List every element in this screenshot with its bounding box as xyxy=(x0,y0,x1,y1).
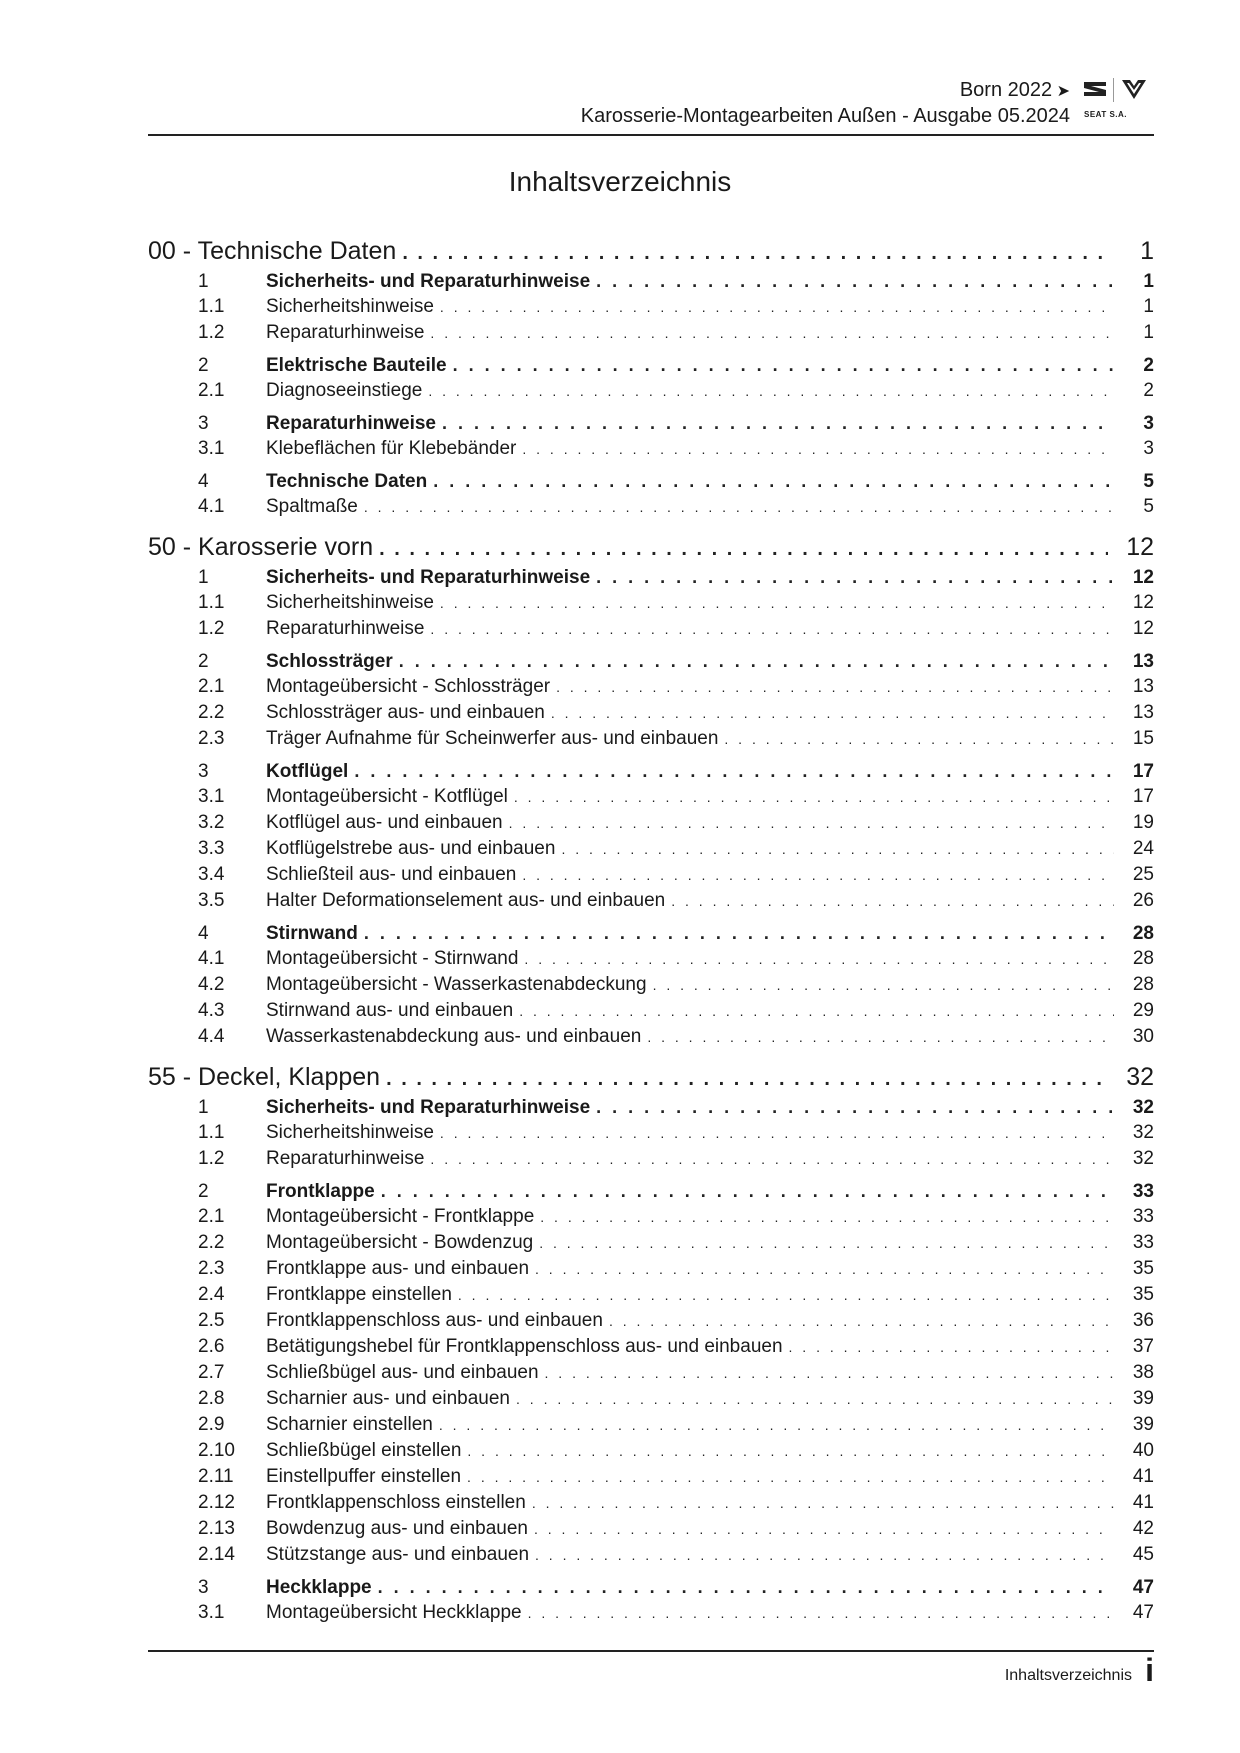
toc-entry-title: Reparaturhinweise xyxy=(266,618,425,639)
toc-entry-number: 3.5 xyxy=(198,890,225,911)
toc-leader-dots xyxy=(453,352,1114,378)
toc-entry-sub[interactable] xyxy=(148,1024,1154,1050)
toc-leader-dots xyxy=(522,436,1114,462)
toc-entry-title: Elektrische Bauteile xyxy=(266,355,447,376)
toc-leader-dots xyxy=(724,726,1114,752)
toc-entry-sub[interactable] xyxy=(148,1438,1154,1464)
toc-entry-sub[interactable] xyxy=(148,1204,1154,1230)
toc-entry-number: 1 xyxy=(198,271,209,292)
toc-entry-number: 2.9 xyxy=(198,1414,225,1435)
toc-entry-title: Kotflügel aus- und einbauen xyxy=(266,812,503,833)
toc-entry-title: Schlossträger aus- und einbauen xyxy=(266,702,545,723)
toc-entry-number: 4.4 xyxy=(198,1026,225,1047)
toc-leader-dots xyxy=(514,784,1114,810)
toc-leader-dots xyxy=(522,862,1114,888)
logo-divider xyxy=(1113,78,1114,102)
toc-leader-dots xyxy=(439,1412,1114,1438)
toc-entry-sub[interactable] xyxy=(148,998,1154,1024)
toc-entry-title: Spaltmaße xyxy=(266,496,358,517)
toc-leader-dots xyxy=(433,468,1114,494)
toc-entry-title: Sicherheits- und Reparaturhinweise xyxy=(266,567,591,588)
toc-entry-page: 5 xyxy=(1143,471,1154,492)
toc-entry-title: Reparaturhinweise xyxy=(266,413,436,434)
toc-entry-sub[interactable] xyxy=(148,674,1154,700)
toc-entry-page: 2 xyxy=(1143,380,1154,401)
footer-rule xyxy=(148,1650,1154,1652)
header-text xyxy=(581,78,1070,129)
toc-entry-page: 1 xyxy=(1143,271,1154,292)
toc-entry-number: 3.4 xyxy=(198,864,225,885)
toc-entry-number: 2.13 xyxy=(198,1518,235,1539)
toc-leader-dots xyxy=(442,410,1114,436)
toc-entry-sub[interactable] xyxy=(148,1412,1154,1438)
toc-entry-page: 47 xyxy=(1132,1577,1154,1598)
brand-logos xyxy=(1082,78,1154,128)
toc-leader-dots xyxy=(509,810,1114,836)
toc-entry-title: Frontklappe aus- und einbauen xyxy=(266,1258,530,1279)
toc-entry-section[interactable] xyxy=(148,1094,1154,1120)
toc-entry-section[interactable] xyxy=(148,268,1154,294)
toc-entry-page: 5 xyxy=(1143,496,1154,517)
toc-entry-title: Diagnoseeinstiege xyxy=(266,380,423,401)
toc-entry-title: Montageübersicht - Stirnwand xyxy=(266,948,519,969)
toc-entry-page: 33 xyxy=(1132,1181,1154,1202)
toc-entry-title: Träger Aufnahme für Scheinwerfer aus- und einbauen xyxy=(266,728,719,749)
toc-entry-number: 3.1 xyxy=(198,1602,225,1623)
toc-leader-dots xyxy=(402,236,1108,268)
toc-leader-dots xyxy=(516,1386,1114,1412)
toc-entry-title: Frontklappenschloss einstellen xyxy=(266,1492,526,1513)
toc-entry-title: Montageübersicht - Kotflügel xyxy=(266,786,508,807)
toc-entry-sub[interactable] xyxy=(148,862,1154,888)
toc-entry-sub[interactable] xyxy=(148,320,1154,346)
toc-leader-dots xyxy=(354,758,1114,784)
toc-entry-number: 2.12 xyxy=(198,1492,235,1513)
toc-entry-title: Sicherheitshinweise xyxy=(266,1122,434,1143)
toc-entry-title: Scharnier aus- und einbauen xyxy=(266,1388,511,1409)
toc-entry-number: 4.1 xyxy=(198,948,225,969)
toc-entry-title: Technische Daten xyxy=(266,471,428,492)
toc-entry-page: 28 xyxy=(1132,948,1154,969)
toc-leader-dots xyxy=(524,946,1114,972)
toc-entry-page: 37 xyxy=(1132,1336,1154,1357)
toc-leader-dots xyxy=(440,1120,1114,1146)
footer-label: Inhaltsverzeichnis xyxy=(1004,1667,1132,1684)
toc-entry-number: 2.1 xyxy=(198,676,225,697)
toc-entry-sub[interactable] xyxy=(148,888,1154,914)
toc-entry-sub[interactable] xyxy=(148,1120,1154,1146)
toc-entry-sub[interactable] xyxy=(148,378,1154,404)
toc-entry-sub[interactable] xyxy=(148,784,1154,810)
toc-entry-number: 4 xyxy=(198,471,209,492)
toc-leader-dots xyxy=(430,320,1114,346)
toc-entry-number: 2.8 xyxy=(198,1388,225,1409)
toc-leader-dots xyxy=(430,1146,1114,1172)
toc-entry-title: Schlossträger xyxy=(266,651,393,672)
toc-entry-page: 38 xyxy=(1132,1362,1154,1383)
toc-leader-dots xyxy=(551,700,1114,726)
toc-leader-dots xyxy=(467,1464,1114,1490)
toc-leader-dots xyxy=(609,1308,1114,1334)
toc-entry-title: 55 - Deckel, Klappen xyxy=(148,1063,381,1091)
toc-entry-page: 32 xyxy=(1132,1122,1154,1143)
toc-entry-number: 4.2 xyxy=(198,974,225,995)
toc-leader-dots xyxy=(364,920,1114,946)
toc-entry-number: 4 xyxy=(198,923,209,944)
toc-entry-title: Heckklappe xyxy=(266,1577,372,1598)
toc-entry-number: 1.2 xyxy=(198,322,225,343)
toc-entry-title: Montageübersicht - Schlossträger xyxy=(266,676,551,697)
toc-entry-page: 1 xyxy=(1143,322,1154,343)
toc-entry-title: Stirnwand aus- und einbauen xyxy=(266,1000,514,1021)
toc-entry-title: Halter Deformationselement aus- und einbauen xyxy=(266,890,666,911)
toc-entry-page: 12 xyxy=(1126,533,1154,561)
toc-leader-dots xyxy=(535,1256,1114,1282)
toc-entry-number: 3 xyxy=(198,761,209,782)
toc-entry-title: Sicherheitshinweise xyxy=(266,592,434,613)
toc-entry-title: Sicherheitshinweise xyxy=(266,296,434,317)
toc-leader-dots xyxy=(596,268,1114,294)
toc-entry-section[interactable] xyxy=(148,352,1154,378)
toc-entry-section[interactable] xyxy=(148,1178,1154,1204)
toc-entry-page: 40 xyxy=(1132,1440,1154,1461)
toc-entry-number: 2.6 xyxy=(198,1336,225,1357)
toc-entry-number: 2.14 xyxy=(198,1544,235,1565)
toc-entry-page: 45 xyxy=(1132,1544,1154,1565)
footer-page-number: i xyxy=(1145,1652,1154,1688)
toc-entry-title: Reparaturhinweise xyxy=(266,1148,425,1169)
toc-leader-dots xyxy=(458,1282,1114,1308)
toc-entry-number: 2.10 xyxy=(198,1440,235,1461)
toc-entry-number: 4.3 xyxy=(198,1000,225,1021)
header-model: Born 2022 ➤ xyxy=(581,78,1070,104)
toc-entry-page: 39 xyxy=(1132,1414,1154,1435)
toc-entry-title: Sicherheits- und Reparaturhinweise xyxy=(266,1097,591,1118)
toc-entry-number: 2.2 xyxy=(198,702,225,723)
toc-entry-title: Schließbügel einstellen xyxy=(266,1440,462,1461)
toc-entry-page: 12 xyxy=(1132,592,1154,613)
toc-leader-dots xyxy=(556,674,1114,700)
toc-entry-page: 32 xyxy=(1126,1063,1154,1091)
toc-entry-page: 12 xyxy=(1132,567,1154,588)
toc-leader-dots xyxy=(399,648,1114,674)
toc-entry-page: 26 xyxy=(1132,890,1154,911)
toc-entry-page: 28 xyxy=(1132,974,1154,995)
toc-entry-page: 33 xyxy=(1132,1206,1154,1227)
toc-entry-page: 3 xyxy=(1143,413,1154,434)
toc-entry-title: Frontklappe einstellen xyxy=(266,1284,452,1305)
toc-leader-dots xyxy=(596,564,1114,590)
toc-entry-section[interactable] xyxy=(148,648,1154,674)
toc-entry-page: 17 xyxy=(1132,786,1154,807)
toc-entry-title: Montageübersicht - Wasserkastenabdeckung xyxy=(266,974,647,995)
toc-entry-number: 3.1 xyxy=(198,438,225,459)
header-subtitle: Karosserie-Montagearbeiten Außen - Ausgabe 05.2024 xyxy=(580,105,1070,127)
toc-leader-dots xyxy=(379,532,1108,564)
toc-entry-title: Montageübersicht - Bowdenzug xyxy=(266,1232,534,1253)
toc-entry-sub[interactable] xyxy=(148,1464,1154,1490)
toc-entry-page: 25 xyxy=(1132,864,1154,885)
seat-logo-icon xyxy=(1082,78,1108,100)
toc-entry-page: 32 xyxy=(1132,1148,1154,1169)
toc-leader-dots xyxy=(440,590,1114,616)
toc-entry-sub[interactable] xyxy=(148,726,1154,752)
toc-entry-sub[interactable] xyxy=(148,836,1154,862)
toc-entry-sub[interactable] xyxy=(148,294,1154,320)
toc-leader-dots xyxy=(671,888,1114,914)
toc-entry-page: 47 xyxy=(1132,1602,1154,1623)
toc-entry-page: 30 xyxy=(1132,1026,1154,1047)
toc-entry-sub[interactable] xyxy=(148,616,1154,642)
toc-entry-number: 3 xyxy=(198,413,209,434)
toc-entry-section[interactable] xyxy=(148,1574,1154,1600)
toc-entry-page: 17 xyxy=(1132,761,1154,782)
toc-entry-title: Wasserkastenabdeckung aus- und einbauen xyxy=(266,1026,642,1047)
toc-entry-title: Schließbügel aus- und einbauen xyxy=(266,1362,539,1383)
toc-leader-dots xyxy=(539,1230,1114,1256)
toc-entry-page: 1 xyxy=(1143,296,1154,317)
page-header xyxy=(148,78,1154,136)
toc-entry-number: 1.2 xyxy=(198,1148,225,1169)
toc-entry-sub[interactable] xyxy=(148,946,1154,972)
toc-entry-sub[interactable] xyxy=(148,972,1154,998)
toc-entry-page: 2 xyxy=(1143,355,1154,376)
toc-entry-chapter[interactable] xyxy=(148,234,1154,268)
toc-leader-dots xyxy=(596,1094,1114,1120)
toc-entry-title: Klebeflächen für Klebebänder xyxy=(266,438,517,459)
toc-entry-number: 1.1 xyxy=(198,296,225,317)
toc-entry-title: Schließteil aus- und einbauen xyxy=(266,864,517,885)
toc-leader-dots xyxy=(647,1024,1114,1050)
toc-entry-page: 33 xyxy=(1132,1232,1154,1253)
toc-entry-page: 13 xyxy=(1132,702,1154,723)
toc-entry-page: 41 xyxy=(1132,1492,1154,1513)
toc-entry-number: 3.1 xyxy=(198,786,225,807)
cupra-logo-icon xyxy=(1120,78,1148,100)
toc-entry-page: 1 xyxy=(1140,237,1154,265)
toc-entry-title: 50 - Karosserie vorn xyxy=(148,533,374,561)
toc-entry-number: 2.1 xyxy=(198,1206,225,1227)
toc-entry-sub[interactable] xyxy=(148,436,1154,462)
toc-entry-number: 2 xyxy=(198,651,209,672)
toc-leader-dots xyxy=(430,616,1114,642)
toc-entry-number: 1 xyxy=(198,567,209,588)
toc-entry-title: Bowdenzug aus- und einbauen xyxy=(266,1518,528,1539)
toc-entry-number: 1.2 xyxy=(198,618,225,639)
toc-entry-number: 2.3 xyxy=(198,1258,225,1279)
toc-entry-title: Kotflügelstrebe aus- und einbauen xyxy=(266,838,556,859)
toc-leader-dots xyxy=(386,1062,1108,1094)
toc-entry-sub[interactable] xyxy=(148,1360,1154,1386)
toc-leader-dots xyxy=(535,1542,1114,1568)
toc-entry-title: Scharnier einstellen xyxy=(266,1414,433,1435)
toc-leader-dots xyxy=(519,998,1114,1024)
toc-entry-sub[interactable] xyxy=(148,700,1154,726)
toc-entry-title: Montageübersicht Heckklappe xyxy=(266,1602,522,1623)
toc-entry-title: Kotflügel xyxy=(266,761,349,782)
toc-leader-dots xyxy=(653,972,1114,998)
toc-entry-sub[interactable] xyxy=(148,494,1154,520)
toc-leader-dots xyxy=(528,1600,1114,1626)
toc-entry-sub[interactable] xyxy=(148,1308,1154,1334)
toc-entry-page: 35 xyxy=(1132,1284,1154,1305)
toc-entry-title: Frontklappe xyxy=(266,1181,375,1202)
toc-entry-sub[interactable] xyxy=(148,810,1154,836)
toc-entry-section[interactable] xyxy=(148,920,1154,946)
toc-entry-number: 1 xyxy=(198,1097,209,1118)
toc-leader-dots xyxy=(440,294,1114,320)
toc-leader-dots xyxy=(428,378,1114,404)
toc-entry-title: Stirnwand xyxy=(266,923,358,944)
toc-leader-dots xyxy=(378,1574,1114,1600)
toc-entry-page: 12 xyxy=(1132,618,1154,639)
toc-entry-number: 3.2 xyxy=(198,812,225,833)
toc-entry-sub[interactable] xyxy=(148,1146,1154,1172)
toc-leader-dots xyxy=(532,1490,1114,1516)
table-of-contents xyxy=(148,234,1154,1626)
toc-entry-number: 2.4 xyxy=(198,1284,225,1305)
toc-entry-number: 2.3 xyxy=(198,728,225,749)
toc-entry-chapter[interactable] xyxy=(148,530,1154,564)
toc-entry-number: 3.3 xyxy=(198,838,225,859)
toc-entry-title: Betätigungshebel für Frontklappenschloss aus- und einbauen xyxy=(266,1336,783,1357)
toc-entry-title: Sicherheits- und Reparaturhinweise xyxy=(266,271,591,292)
toc-entry-page: 13 xyxy=(1132,676,1154,697)
toc-entry-sub[interactable] xyxy=(148,590,1154,616)
toc-entry-sub[interactable] xyxy=(148,1282,1154,1308)
toc-entry-number: 1.1 xyxy=(198,592,225,613)
toc-entry-sub[interactable] xyxy=(148,1334,1154,1360)
toc-entry-number: 2 xyxy=(198,1181,209,1202)
toc-entry-number: 2.1 xyxy=(198,380,225,401)
toc-leader-dots xyxy=(381,1178,1114,1204)
toc-entry-number: 1.1 xyxy=(198,1122,225,1143)
toc-entry-page: 35 xyxy=(1132,1258,1154,1279)
toc-entry-title: Montageübersicht - Frontklappe xyxy=(266,1206,535,1227)
toc-entry-title: Frontklappenschloss aus- und einbauen xyxy=(266,1310,603,1331)
toc-entry-page: 19 xyxy=(1132,812,1154,833)
toc-entry-number: 2.7 xyxy=(198,1362,225,1383)
toc-entry-number: 2 xyxy=(198,355,209,376)
toc-leader-dots xyxy=(534,1516,1114,1542)
toc-entry-sub[interactable] xyxy=(148,1542,1154,1568)
toc-entry-title: Stützstange aus- und einbauen xyxy=(266,1544,530,1565)
toc-entry-page: 32 xyxy=(1132,1097,1154,1118)
toc-entry-page: 29 xyxy=(1132,1000,1154,1021)
toc-entry-title: Einstellpuffer einstellen xyxy=(266,1466,462,1487)
toc-entry-page: 41 xyxy=(1132,1466,1154,1487)
page-title: Inhaltsverzeichnis xyxy=(508,166,732,197)
toc-entry-sub[interactable] xyxy=(148,1230,1154,1256)
toc-entry-title: Reparaturhinweise xyxy=(266,322,425,343)
toc-entry-page: 42 xyxy=(1132,1518,1154,1539)
toc-entry-section[interactable] xyxy=(148,410,1154,436)
toc-entry-page: 24 xyxy=(1132,838,1154,859)
toc-entry-section[interactable] xyxy=(148,564,1154,590)
toc-entry-number: 4.1 xyxy=(198,496,225,517)
toc-entry-number: 2.11 xyxy=(198,1466,234,1487)
toc-leader-dots xyxy=(540,1204,1114,1230)
toc-leader-dots xyxy=(561,836,1114,862)
toc-entry-number: 2.5 xyxy=(198,1310,225,1331)
toc-leader-dots xyxy=(789,1334,1114,1360)
toc-entry-section[interactable] xyxy=(148,758,1154,784)
toc-entry-page: 39 xyxy=(1132,1388,1154,1409)
toc-leader-dots xyxy=(364,494,1114,520)
toc-entry-title: 00 - Technische Daten xyxy=(148,237,397,265)
toc-entry-page: 3 xyxy=(1143,438,1154,459)
toc-entry-section[interactable] xyxy=(148,468,1154,494)
toc-entry-page: 15 xyxy=(1132,728,1154,749)
toc-entry-page: 36 xyxy=(1132,1310,1154,1331)
toc-entry-number: 3 xyxy=(198,1577,209,1598)
brand-text: SEAT S.A. xyxy=(1084,110,1128,119)
toc-entry-sub[interactable] xyxy=(148,1516,1154,1542)
toc-entry-number: 2.2 xyxy=(198,1232,225,1253)
toc-leader-dots xyxy=(467,1438,1114,1464)
toc-entry-sub[interactable] xyxy=(148,1256,1154,1282)
toc-entry-sub[interactable] xyxy=(148,1490,1154,1516)
toc-entry-sub[interactable] xyxy=(148,1386,1154,1412)
toc-entry-page: 13 xyxy=(1132,651,1154,672)
toc-entry-page: 28 xyxy=(1132,923,1154,944)
toc-entry-chapter[interactable] xyxy=(148,1060,1154,1094)
toc-entry-sub[interactable] xyxy=(148,1600,1154,1626)
toc-leader-dots xyxy=(545,1360,1114,1386)
